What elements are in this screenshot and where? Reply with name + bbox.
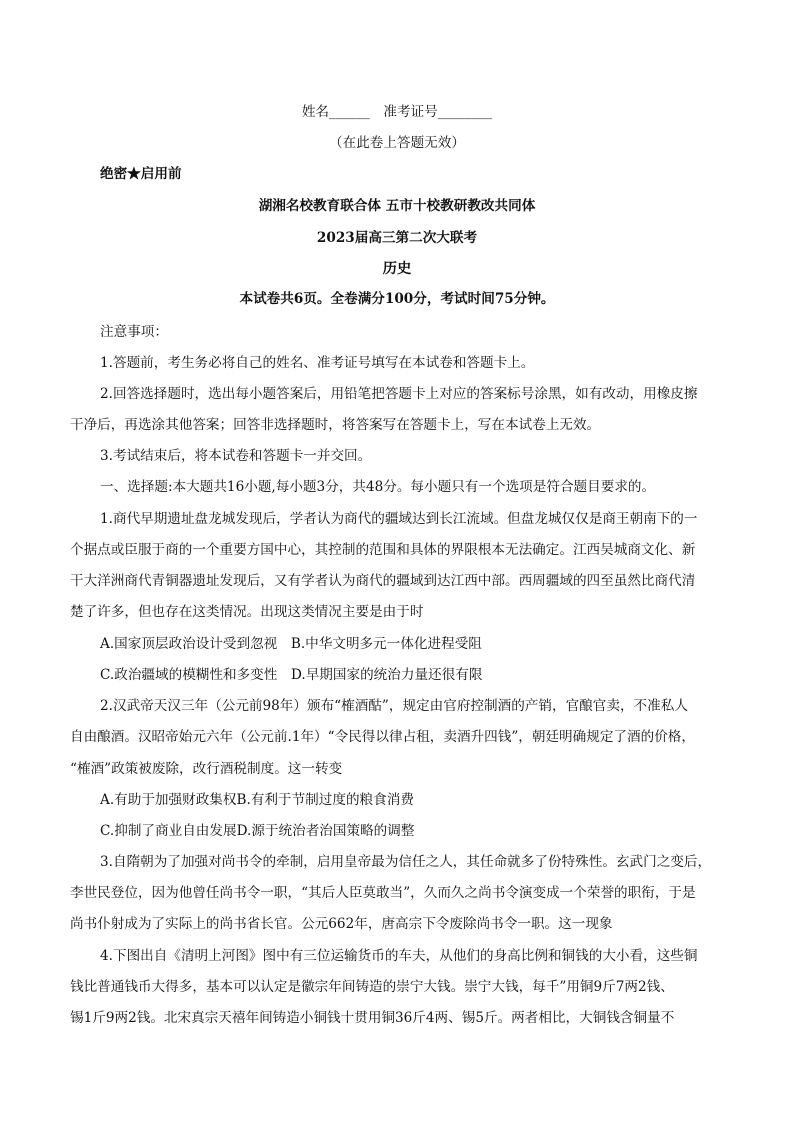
question-2-text: 2.汉武帝天汉三年（公元前98年）颁布“榷酒酤”，规定由官府控制酒的产销，官酿官卖，不准私人 [100,698,688,714]
exam-title: 2023届高三第二次大联考 [316,230,478,246]
section-heading: 一、选择题:本大题共16小题,每小题3分，共48分。每小题只有一个选项是符合题目要求的。 [100,479,656,495]
question-1-text: 楚了许多，但也存在这类情况。出现这类情况主要是由于时 [70,604,424,620]
notice-item: 2.回答选择题时，选出每小题答案后，用铅笔把答题卡上对应的答案标号涂黑，如有改动，用橡皮擦 [100,386,698,402]
question-2-text: “榷酒”政策被废除，改行酒税制度。这一转变 [70,761,343,777]
question-1-options: C.政治疆域的模糊性和多变性 D.早期国家的统治力量还很有限 [100,667,483,683]
question-4-text: 钱比普通钱币大得多，基本可以认定是徽宗年间铸造的崇宁大钱。崇宁大钱，每千”用铜9斤7两2钱、 [70,979,674,995]
subject-title: 历史 [382,260,412,277]
question-4-text: 锡1斤9两2钱。北宋真宗天禧年间铸造小铜钱十贯用铜36斤4两、锡5斤。两者相比，大铜钱含铜量不 [70,1010,675,1026]
question-1-options: A.国家顶层政治设计受到忽视 B.中华文明多元一体化进程受阻 [100,636,482,652]
notice-title: 注意事项： [100,324,168,340]
question-1-text: 个据点或臣服于商的一个重要方国中心，其控制的范围和具体的界限根本无法确定。江西吴城商文化、新 [70,542,696,558]
question-3-text: 李世民登位，因为他曾任尚书令一职，“其后人臣莫敢当”，久而久之尚书令演变成一个荣誉的职衔，于是 [70,885,696,901]
notice-item: 1.答题前，考生务必将自己的姓名、准考证号填写在本试卷和答题卡上。 [100,355,535,371]
question-3-text: 3.自隋朝为了加强对尚书令的牵制，启用皇帝最为信任之人，其任命就多了份特殊性。玄武门之变后， [100,854,712,870]
notice-item: 干净后，再选涂其他答案；回答非选择题时，将答案写在答题卡上，写在本试卷上无效。 [70,417,601,433]
organizer-title: 湖湘名校教育联合体 五市十校教研教改共同体 [258,198,536,214]
notice-item: 3.考试结束后，将本试卷和答题卡一并交回。 [100,448,372,464]
question-1-text: 干大洋洲商代青铜器遗址发现后，又有学者认为商代的疆域到达江西中部。西周疆域的四至虽然比商代清 [70,573,696,589]
candidate-info-line: 姓名______ 准考证号________ [301,104,493,120]
question-2-options: A.有助于加强财政集权B.有利于节制过度的粮食消费 [100,792,414,808]
invalid-answer-note: （在此卷上答题无效） [329,135,465,151]
question-3-text: 尚书仆射成为了实际上的尚书省长官。公元662年，唐高宗下令废除尚书令一职。这一现象 [70,916,613,932]
exam-info: 本试卷共6页。全卷满分100分，考试时间75分钟。 [239,291,555,307]
secret-mark: 绝密★启用前 [100,166,182,182]
question-1-text: 1.商代早期遗址盘龙城发现后，学者认为商代的疆域达到长江流域。但盘龙城仅仅是商王朝南下的一 [100,511,698,527]
question-2-text: 自由酿酒。汉昭帝始元六年（公元前.1年）“令民得以律占租，卖酒升四钱”，朝廷明确规定了酒的价格， [70,729,695,745]
question-4-text: 4.下图出自《清明上河图》图中有三位运输货币的车夫，从他们的身高比例和铜钱的大小看，这些铜 [100,948,698,964]
question-2-options: C.抑制了商业自由发展D.源于统治者治国策略的调整 [100,823,415,839]
